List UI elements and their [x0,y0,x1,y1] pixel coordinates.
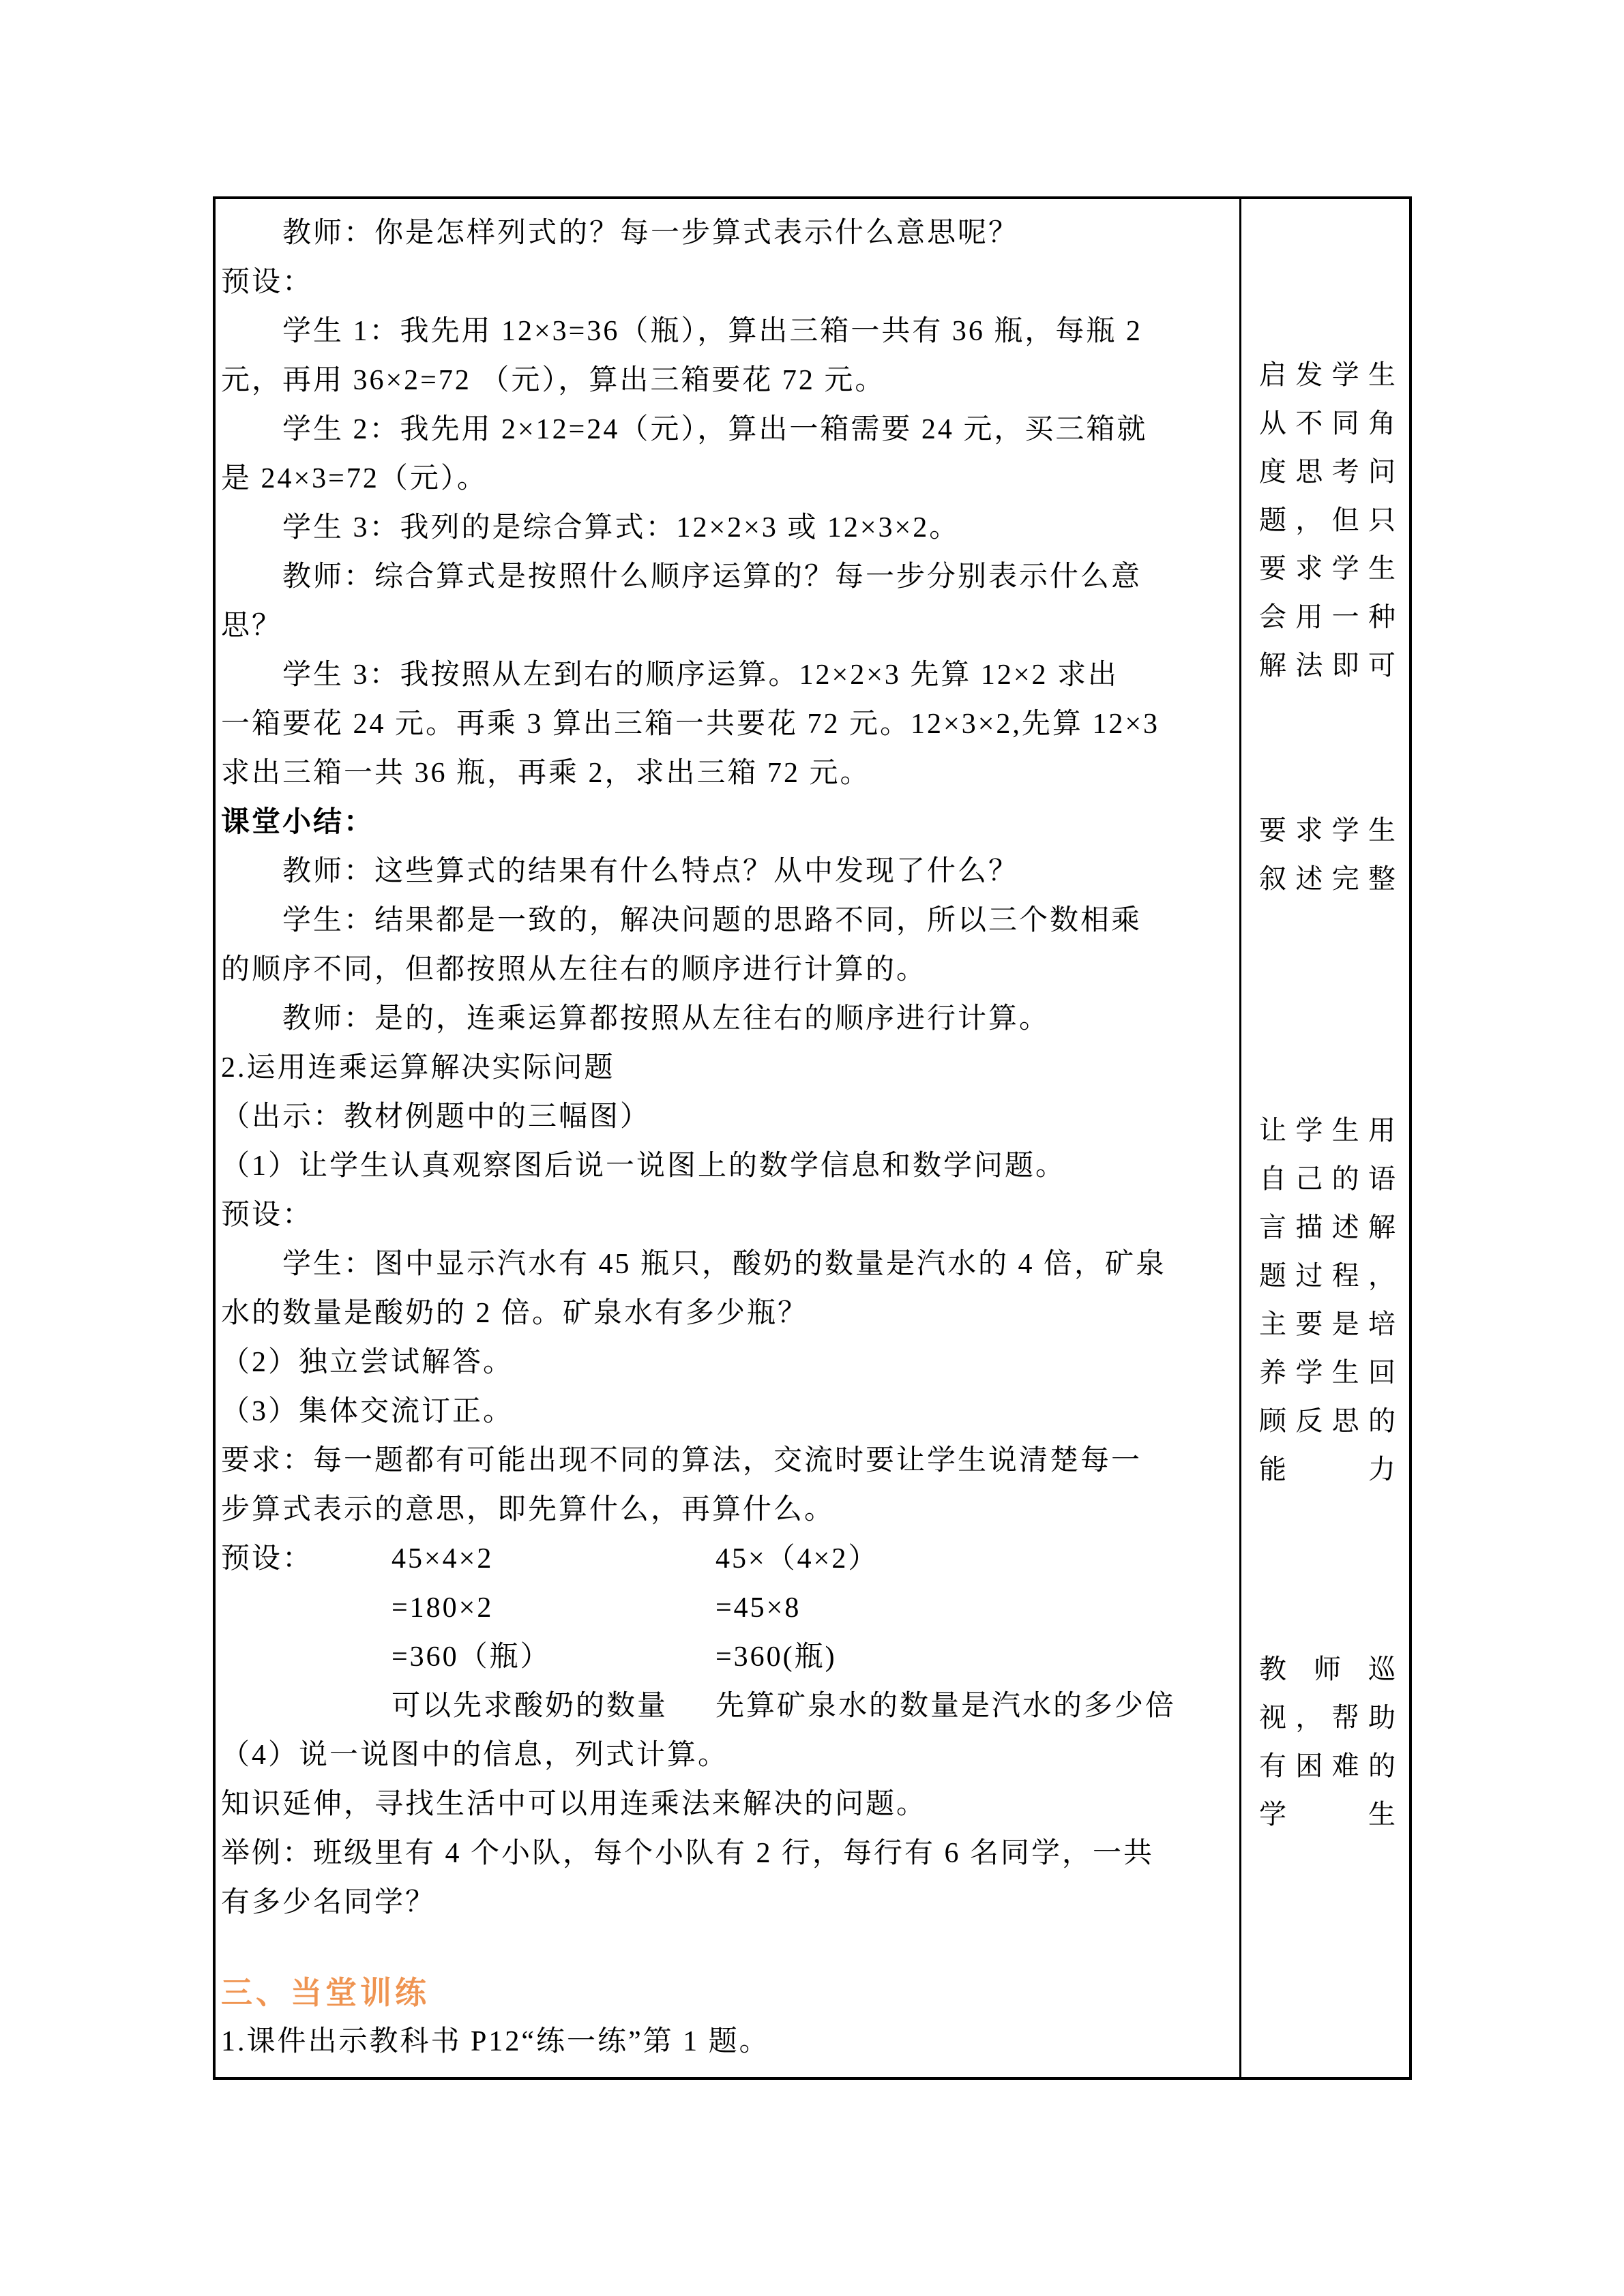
text-line: 学生 1：我先用 12×3=36（瓶），算出三箱一共有 36 瓶，每瓶 2 [282,316,1142,347]
text-line: 求出三箱一共 36 瓶，再乘 2，求出三箱 72 元。 [221,758,871,789]
calc-col1: 45×4×2 [392,1543,494,1575]
note-line: 言描述解 [1259,1212,1396,1242]
note-line: 让学生用 [1259,1115,1396,1146]
note-line: 题过程， [1259,1260,1396,1291]
document-table [213,196,1412,2080]
text-line: 学生：结果都是一致的，解决问题的思路不同，所以三个数相乘 [282,905,1142,936]
text-line: 课堂小结： [221,807,375,838]
text-line: 有多少名同学？ [221,1887,437,1918]
text-line: 思？ [221,610,283,642]
section-heading: 三、当堂训练 [221,1975,430,2010]
note-line: 视，帮助 [1259,1702,1396,1733]
note-line: 要求学生 [1259,815,1396,846]
text-line: 是 24×3=72（元）。 [221,463,488,494]
calc-col1: =180×2 [392,1592,494,1624]
calc-row [221,1583,1232,1632]
text-line: （2）独立尝试解答。 [221,1347,514,1378]
text-line: 教师：你是怎样列式的？每一步算式表示什么意思呢？ [282,218,1020,249]
text-line: 学生：图中显示汽水有 45 瓶只，酸奶的数量是汽水的 4 倍，矿泉 [282,1249,1167,1280]
text-line: 水的数量是酸奶的 2 倍。矿泉水有多少瓶？ [221,1298,809,1329]
text-line: 一箱要花 24 元。再乘 3 算出三箱一共要花 72 元。12×3×2,先算 12×3 [221,709,1160,740]
note-line: 教师巡 [1259,1654,1396,1684]
note-line: 启发学生 [1259,359,1396,390]
text-line: 知识延伸，寻找生活中可以用连乘法来解决的问题。 [221,1789,928,1820]
note-line: 主要是培 [1259,1309,1396,1339]
calc-col1: =360（瓶） [392,1641,551,1673]
margin-note [1259,1106,1396,1493]
calc-col2: 先算矿泉水的数量是汽水的多少倍 [715,1690,1177,1722]
text-line: （1）让学生认真观察图后说一说图上的数学信息和数学问题。 [221,1150,1067,1182]
text-line: 教师：是的，连乘运算都按照从左往右的顺序进行计算。 [282,1003,1050,1034]
note-line: 自己的语 [1259,1163,1396,1194]
note-line: 顾反思的 [1259,1405,1396,1436]
calc-col1: 可以先求酸奶的数量 [392,1690,668,1722]
text-line: 学生 3：我列的是综合算式：12×2×3 或 12×3×2。 [282,512,960,543]
margin-note [1259,351,1396,689]
calc-row [221,1682,1232,1731]
main-column [216,199,1241,2077]
calc-label: 预设： [221,1543,314,1575]
text-line: 元，再用 36×2=72 （元），算出三箱要花 72 元。 [221,365,886,396]
note-line: 要求学生 [1259,553,1396,584]
text-line: （4）说一说图中的信息，列式计算。 [221,1740,729,1771]
note-line: 题，但只 [1259,505,1396,535]
margin-note [1259,1645,1396,1838]
note-line: 解法即可 [1259,650,1396,681]
spacer [221,1927,1232,1968]
calc-row [221,1534,1232,1583]
note-line: 有困难的 [1259,1750,1396,1781]
text-line: 教师：这些算式的结果有什么特点？从中发现了什么？ [282,856,1020,887]
text-line: 学生 3：我按照从左到右的顺序运算。12×2×3 先算 12×2 求出 [282,659,1119,691]
note-line: 叙述完整 [1259,863,1396,894]
note-line: 养学生回 [1259,1357,1396,1388]
note-line: 会用一种 [1259,601,1396,632]
text-line: 举例：班级里有 4 个小队，每个小队有 2 行，每行有 6 名同学，一共 [221,1838,1155,1869]
notes-column [1241,199,1409,2077]
text-line: （3）集体交流订正。 [221,1396,514,1427]
calc-row [221,1632,1232,1682]
calc-col2: =45×8 [715,1592,801,1624]
note-line: 度思考问 [1259,456,1396,487]
text-line: 1.课件出示教科书 P12“练一练”第 1 题。 [221,2026,770,2057]
calc-col2: 45×（4×2） [715,1543,879,1575]
calc-col2: =360(瓶) [715,1641,837,1673]
text-line: （出示：教材例题中的三幅图） [221,1101,651,1133]
text-line: 预设： [221,1199,314,1231]
text-line: 的顺序不同，但都按照从左往右的顺序进行计算的。 [221,954,928,985]
note-line: 从不同角 [1259,408,1396,438]
margin-note [1259,806,1396,903]
note-line: 学生 [1259,1799,1396,1830]
text-line: 预设： [221,267,314,298]
text-line: 学生 2：我先用 2×12=24（元），算出一箱需要 24 元，买三箱就 [282,414,1148,445]
text-line: 步算式表示的意思，即先算什么，再算什么。 [221,1494,836,1525]
text-line: 2.运用连乘运算解决实际问题 [221,1052,615,1084]
text-line: 教师：综合算式是按照什么顺序运算的？每一步分别表示什么意 [282,561,1142,593]
note-line: 能力 [1259,1454,1396,1485]
text-line: 要求：每一题都有可能出现不同的算法，交流时要让学生说清楚每一 [221,1445,1142,1476]
